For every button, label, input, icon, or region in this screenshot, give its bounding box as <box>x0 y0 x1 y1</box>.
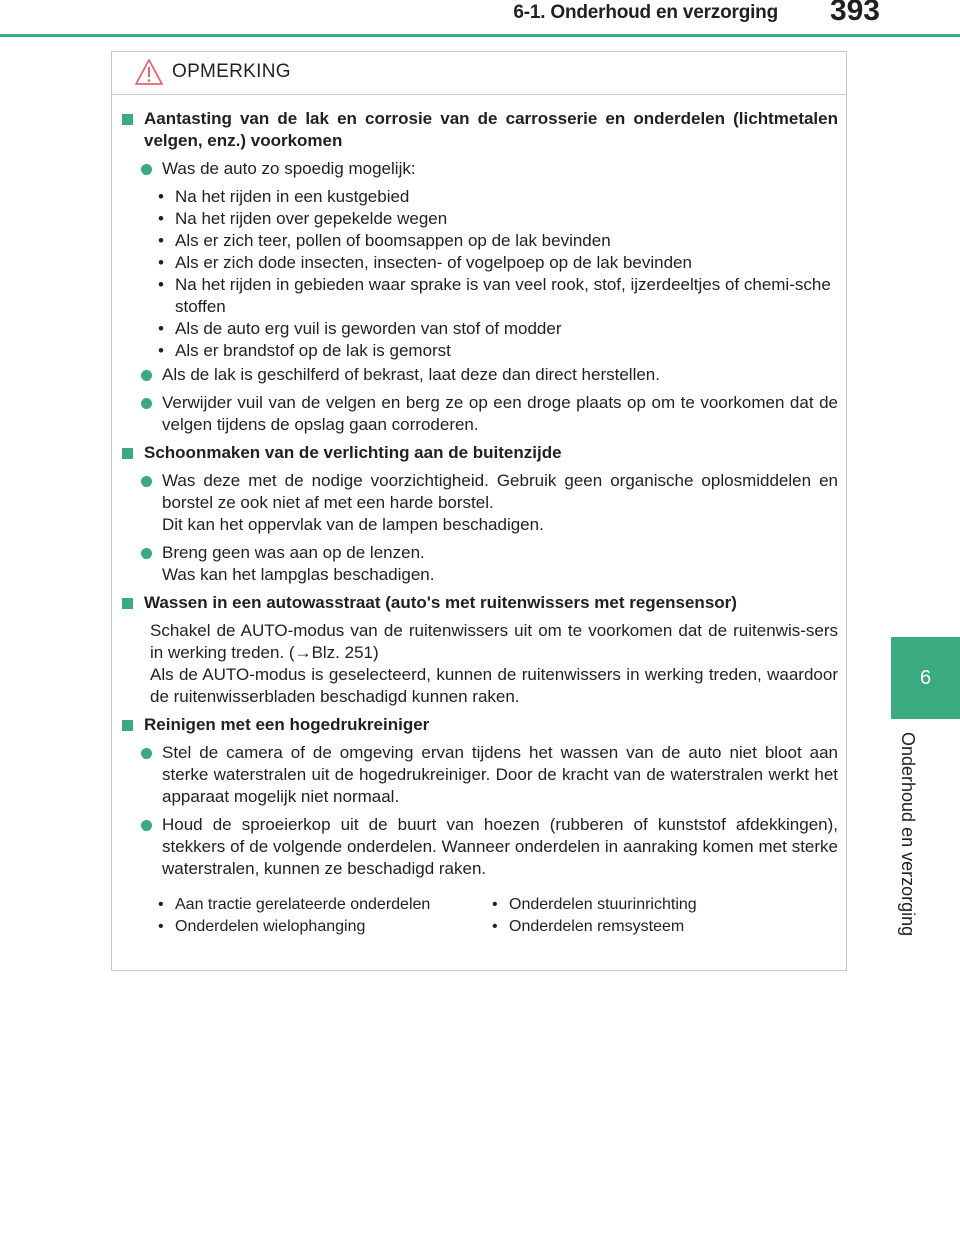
note-title: OPMERKING <box>172 61 291 82</box>
bullet-paragraph: Breng geen was aan op de lenzen. Was kan het lampglas beschadigen. <box>118 542 846 586</box>
list-item: • Na het rijden in een kustgebied <box>158 187 410 206</box>
list-item: • Onderdelen remsysteem <box>492 918 685 935</box>
dot-bullet-icon <box>141 548 152 559</box>
sub-list <box>112 186 846 362</box>
square-bullet-icon <box>122 114 133 125</box>
note-content <box>112 108 846 935</box>
section-title: 6-1. Onderhoud en verzorging <box>513 2 778 23</box>
section-heading: Wassen in een autowasstraat (auto's met ruitenwissers met regensensor) <box>118 592 846 614</box>
section-heading: Reinigen met een hogedrukreiniger <box>118 714 846 736</box>
list-item: • Na het rijden in gebieden waar sprake is van veel rook, stof, ijzerdeeltjes of chemi-sche stoffen <box>158 275 831 316</box>
bullet-paragraph: Verwijder vuil van de velgen en berg ze op een droge plaats op om te voorkomen dat de velgen tijdens de opslag gaan corroderen. <box>118 392 846 436</box>
page-number: 393 <box>829 0 880 27</box>
dot-bullet-icon <box>141 398 152 409</box>
dot-bullet-icon <box>141 164 152 175</box>
dot-bullet-icon <box>141 370 152 381</box>
paragraph: Schakel de AUTO-modus van de ruitenwissers uit om te voorkomen dat de ruitenwis-sers in werking treden. (→Blz. 251) Als de AUTO-modus is geselecteerd, kunnen de ruitenwissers in werking treden, waardoor de ruitenwisserbladen beschadigd kunnen raken. <box>150 621 838 706</box>
section-heading: Schoonmaken van de verlichting aan de buitenzijde <box>118 442 846 464</box>
dot-bullet-icon <box>141 820 152 831</box>
list-item: • Als er brandstof op de lak is gemorst <box>158 341 451 360</box>
bullet-paragraph: Was de auto zo spoedig mogelijk: <box>118 158 846 180</box>
chapter-number: 6 <box>919 666 932 689</box>
chapter-title: Onderhoud en verzorging <box>898 732 918 937</box>
square-bullet-icon <box>122 448 133 459</box>
header-rule <box>0 34 960 37</box>
note-box <box>111 51 847 971</box>
warning-triangle-icon <box>134 58 164 86</box>
bullet-paragraph: Stel de camera of de omgeving ervan tijdens het wassen van de auto niet bloot aan sterke waterstralen uit de hogedrukreiniger. Door de kracht van de waterstralen werkt het apparaat mogelijk niet normaal. <box>118 742 846 808</box>
square-bullet-icon <box>122 598 133 609</box>
section-heading: Aantasting van de lak en corrosie van de carrosserie en onderdelen (lichtmetalen velgen, enz.) voorkomen <box>118 108 846 152</box>
bullet-paragraph: Was deze met de nodige voorzichtigheid. Gebruik geen organische oplosmiddelen en borstel ze ook niet af met een harde borstel. Dit kan het oppervlak van de lampen beschadigen. <box>118 470 846 536</box>
parts-column-left <box>158 894 430 938</box>
dot-bullet-icon <box>141 748 152 759</box>
bullet-paragraph: Houd de sproeierkop uit de buurt van hoezen (rubberen of kunststof afdekkingen), stekkers of de volgende onderdelen. Wanneer onderdelen in aanraking komen met sterke waterstralen, kunnen ze beschadigd raken. <box>118 814 846 880</box>
list-item: • Als de auto erg vuil is geworden van stof of modder <box>158 319 562 338</box>
dot-bullet-icon <box>141 476 152 487</box>
page-header <box>0 0 960 40</box>
square-bullet-icon <box>122 720 133 731</box>
list-item: • Als er zich teer, pollen of boomsappen op de lak bevinden <box>158 231 611 250</box>
note-header <box>112 52 846 95</box>
list-item: • Na het rijden over gepekelde wegen <box>158 209 448 228</box>
list-item: • Onderdelen stuurinrichting <box>492 896 697 913</box>
list-item: • Aan tractie gerelateerde onderdelen <box>158 896 431 913</box>
list-item: • Als er zich dode insecten, insecten- of vogelpoep op de lak bevinden <box>158 253 692 272</box>
bullet-paragraph: Als de lak is geschilferd of bekrast, laat deze dan direct herstellen. <box>118 364 846 386</box>
chapter-tab <box>891 637 960 719</box>
parts-column-right <box>492 894 697 938</box>
list-item: • Onderdelen wielophanging <box>158 918 366 935</box>
